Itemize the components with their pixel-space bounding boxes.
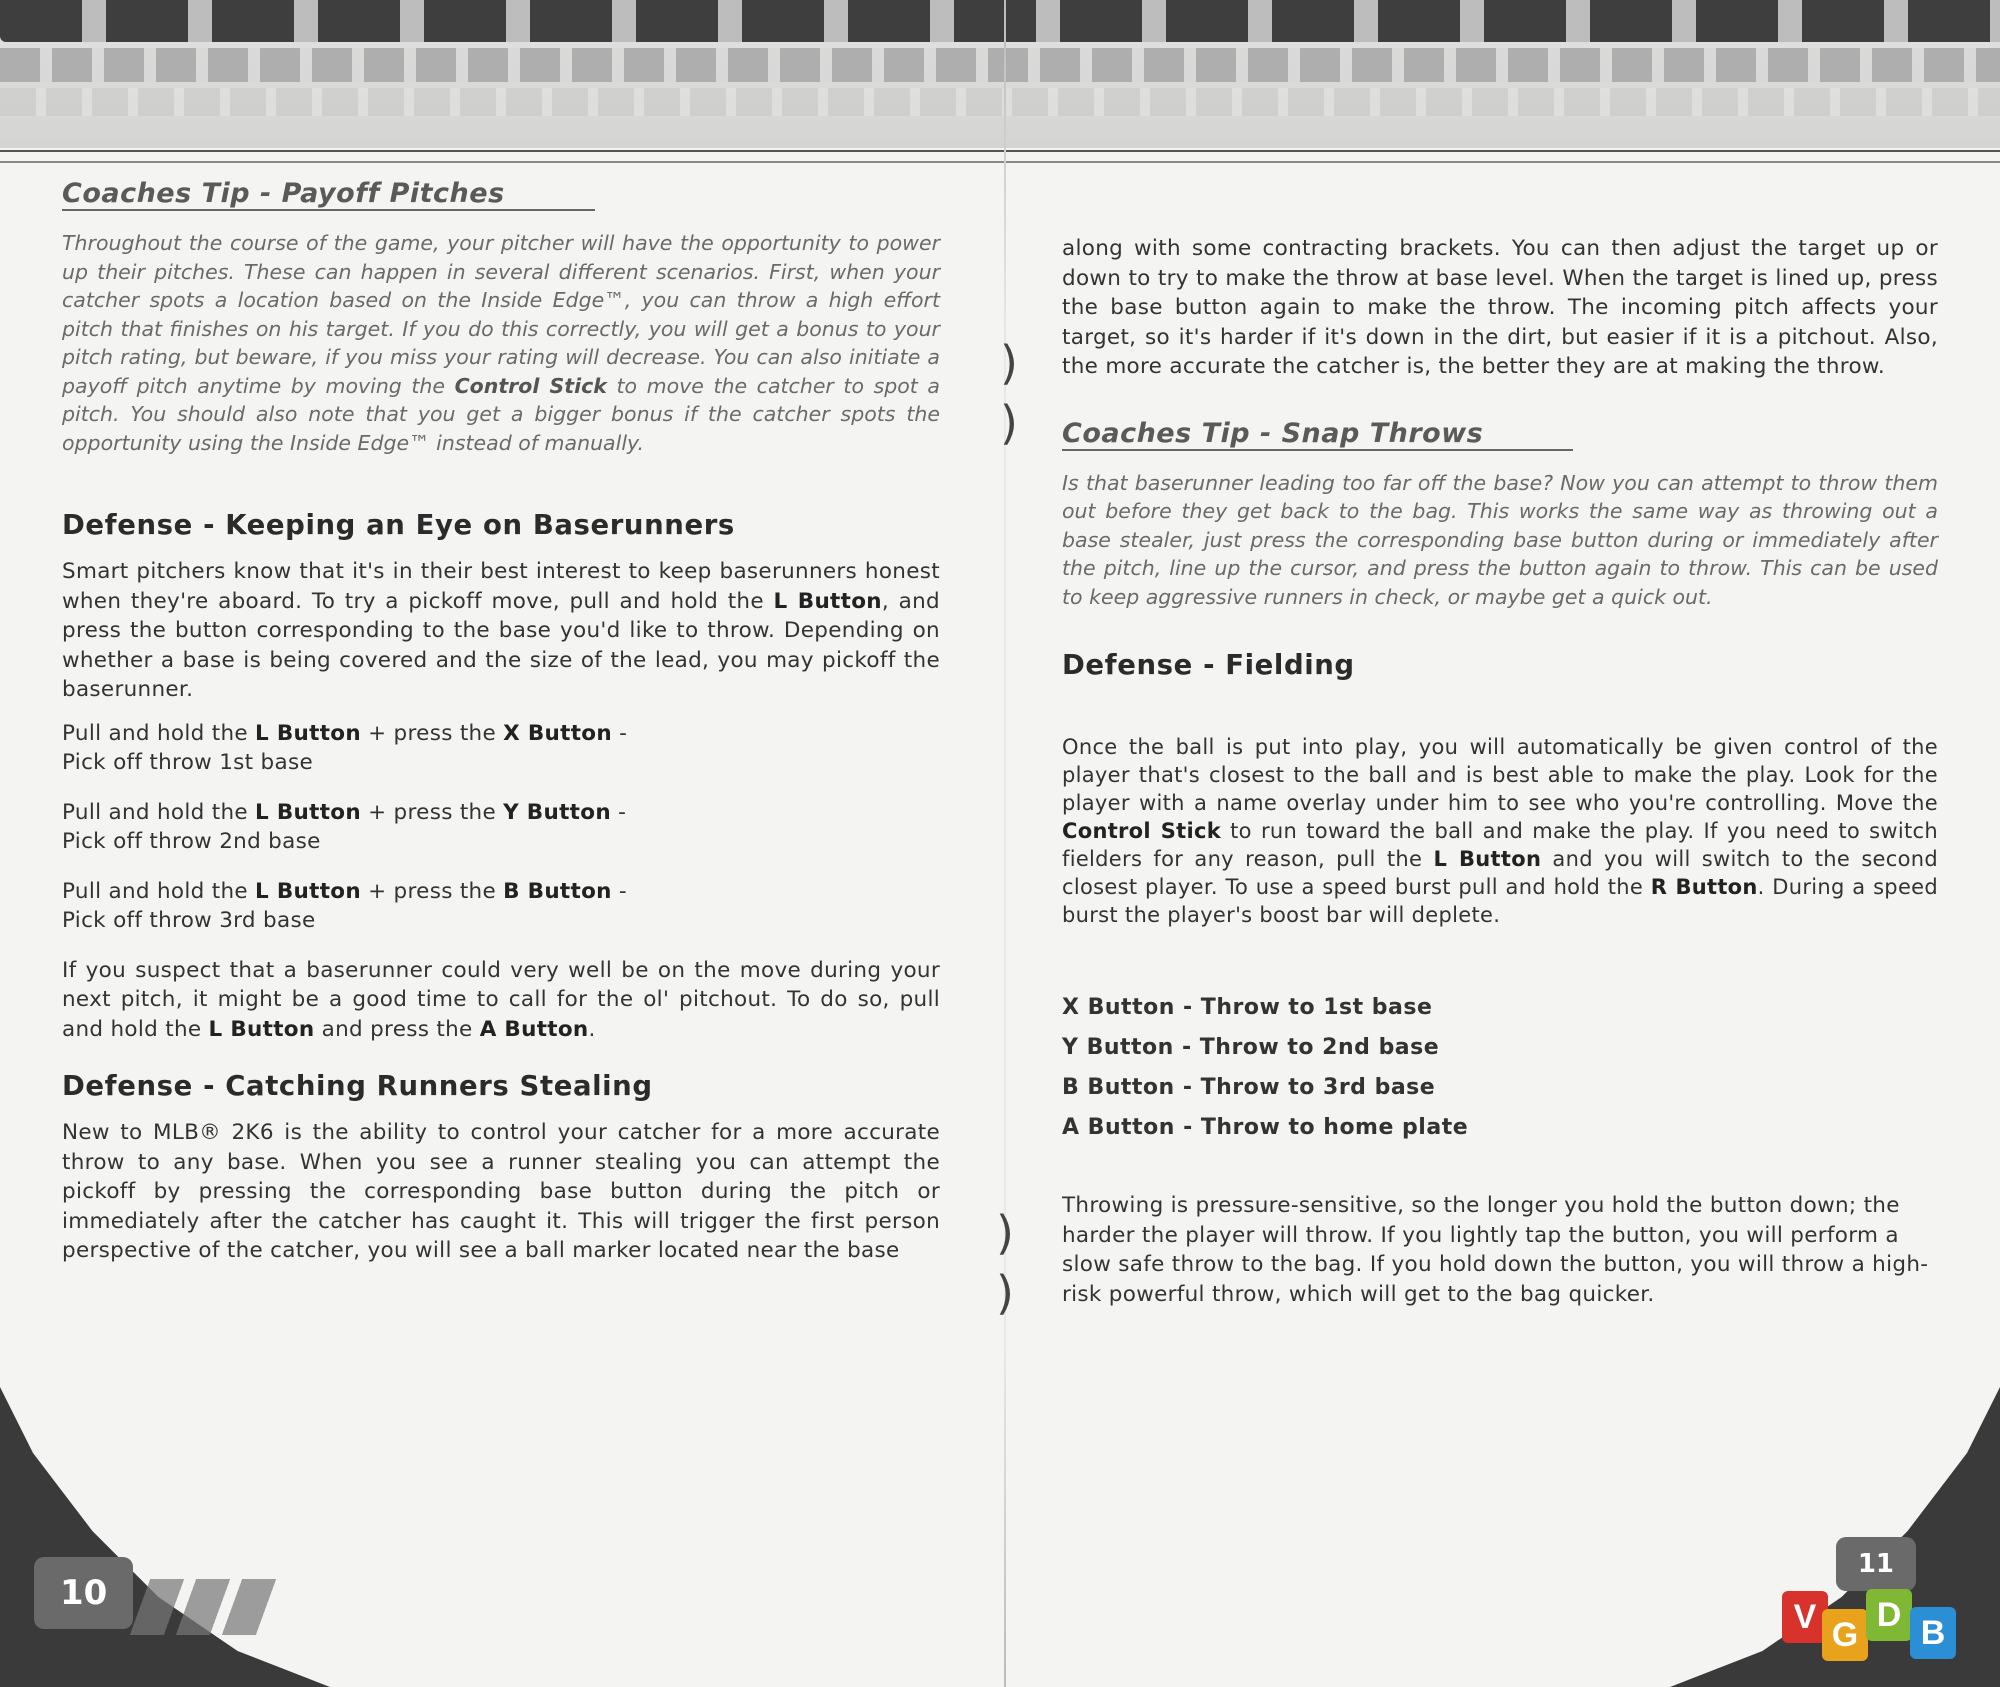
page-number-right: 11 xyxy=(1836,1537,1916,1591)
paragraph-pickoff: Smart pitchers know that it's in their best interest to keep baserunners honest when they're aboard. To try a pickoff move, pull and hold the L Button, and press the button corresponding to the base you'd like to throw. Depending on whether a base is being covered and the size of the lead, you may pickoff the baserunner. xyxy=(62,559,940,702)
pickoff-instruction-1st: Pull and hold the L Button + press the X Button - Pick off throw 1st base xyxy=(62,720,628,775)
throw-button-list xyxy=(1062,993,1938,1143)
paragraph-fielding: Once the ball is put into play, you will automatically be given control of the player that's closest to the ball and is best able to make the play. Look for the player with a name overlay under him to see who you're controlling. Move the Control Stick to run toward the ball and make the play. If you need to switch fielders for any reason, pull the L Button and you will switch to the second closest player. To use a speed burst pull and hold the R Button. During a speed burst the player's boost bar will deplete. xyxy=(1062,735,1939,927)
page-spine xyxy=(1004,0,1006,1687)
list-item: B Button - Throw to 3rd base xyxy=(1062,1075,1436,1100)
section-title-catching-runners: Defense - Catching Runners Stealing xyxy=(62,1070,653,1102)
right-page xyxy=(1062,234,1938,1323)
tip-title-snap-throws: Coaches Tip - Snap Throws xyxy=(1062,418,1573,451)
corner-stripes-left xyxy=(130,1579,280,1635)
logo-letter: B xyxy=(1910,1607,1956,1659)
tip-text-payoff-pitches: Throughout the course of the game, your pitcher will have the opportunity to power up their pitches. These can happen in several different scenarios. First, when your catcher spots a location based on the Inside Edge™, you can throw a high effort pitch that finishes on his target. If you do this correctly, you will get a bonus to your pitch rating, but beware, if you miss your rating will decrease. You can also initiate a payoff pitch anytime by moving the Control Stick to move the catcher to spot a pitch. You should also note that you get a bigger bonus if the catcher spots the opportunity using the Inside Edge™ instead of manually. xyxy=(62,231,940,455)
tip-title-payoff-pitches: Coaches Tip - Payoff Pitches xyxy=(62,178,595,211)
paragraph-throwing-pressure: Throwing is pressure-sensitive, so the longer you hold the button down; the harder the player will throw. If you lightly tap the button, you will perform a slow safe throw to the bag. If you hold down the button, you will throw a high-risk powerful throw, which will get to the bag quicker. xyxy=(1062,1193,1929,1307)
header-band xyxy=(0,0,2000,148)
list-item: X Button - Throw to 1st base xyxy=(1062,995,1433,1020)
section-title-fielding: Defense - Fielding xyxy=(1062,649,1355,681)
corner-decoration-left xyxy=(0,1387,330,1687)
logo-letter: G xyxy=(1822,1609,1868,1661)
pickoff-instruction-2nd: Pull and hold the L Button + press the Y Button - Pick off throw 2nd base xyxy=(62,799,627,854)
vgdb-logo xyxy=(1782,1581,1992,1667)
header-stripe-bottom xyxy=(0,88,2000,116)
list-item: A Button - Throw to home plate xyxy=(1062,1115,1469,1140)
left-page xyxy=(62,178,940,1280)
header-stripe-top xyxy=(0,0,2000,42)
tip-text-snap-throws: Is that baserunner leading too far off the base? Now you can attempt to throw them out before they get back to the bag. This works the same way as throwing out a base stealer, just press the corresponding base button during or immediately after the pitch, line up the cursor, and press the button again to throw. This can be used to keep aggressive runners in check, or maybe get a quick out. xyxy=(1062,470,1938,609)
binding-mark-bottom-2: ) xyxy=(996,1266,1014,1320)
header-stripe-middle xyxy=(0,48,2000,82)
pickoff-instruction-3rd: Pull and hold the L Button + press the B Button - Pick off throw 3rd base xyxy=(62,878,627,933)
binding-mark-top-2: ) xyxy=(1000,396,1018,450)
section-title-baserunners: Defense - Keeping an Eye on Baserunners xyxy=(62,509,735,541)
logo-letter: D xyxy=(1866,1589,1912,1641)
paragraph-pitchout: If you suspect that a baserunner could very well be on the move during your next pitch, it might be a good time to call for the ol' pitchout. To do so, pull and hold the L Button and press the A Button. xyxy=(62,957,940,1042)
paragraph-catching-runners: New to MLB® 2K6 is the ability to control your catcher for a more accurate throw to any base. When you see a runner stealing you can attempt the pickoff by pressing the corresponding base button during the pitch or immediately after the catcher has caught it. This will trigger the first person perspective of the catcher, you will see a ball marker located near the base xyxy=(62,1120,940,1263)
header-rule xyxy=(0,150,2000,163)
paragraph-continued-throw: along with some contracting brackets. You can then adjust the target up or down to try to make the throw at base level. When the target is lined up, press the base button again to make the throw. The incoming pitch affects your target, so it's harder if it's down in the dirt, but easier if it is a pitchout. Also, the more accurate the catcher is, the better they are at making the throw. xyxy=(1062,236,1938,379)
page-number-left: 10 xyxy=(34,1557,133,1629)
list-item: Y Button - Throw to 2nd base xyxy=(1062,1035,1440,1060)
logo-letter: V xyxy=(1782,1591,1828,1643)
binding-mark-bottom: ) xyxy=(996,1206,1014,1260)
binding-mark-top: ) xyxy=(1000,336,1018,390)
